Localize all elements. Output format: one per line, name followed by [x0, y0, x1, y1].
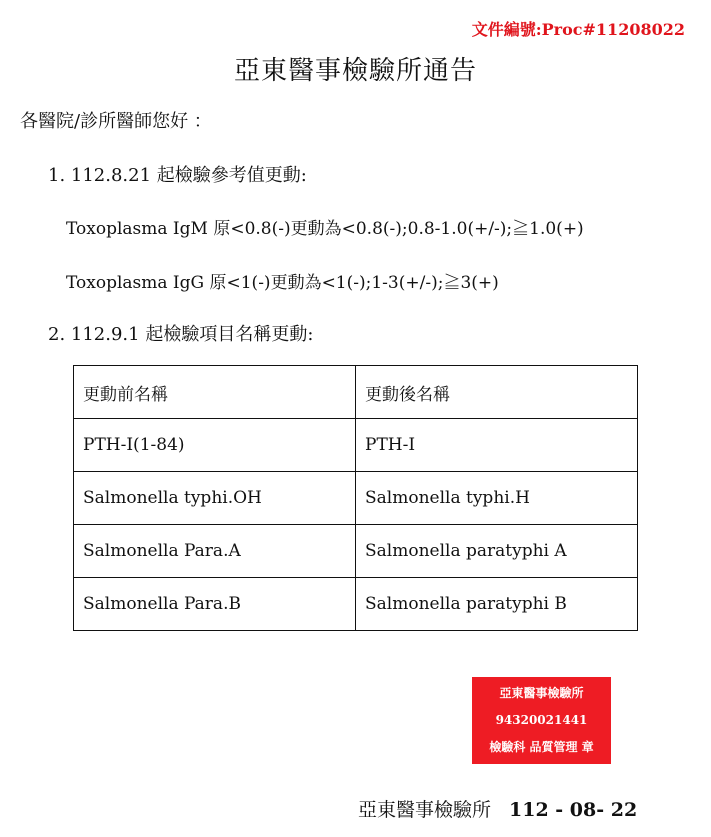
quality-management-stamp [472, 677, 611, 764]
table-row [74, 578, 638, 631]
name-change-table [73, 365, 638, 631]
stamp-number: 94320021441 [495, 713, 588, 727]
header-new-name: 更動後名稱 [356, 366, 638, 419]
footer-date: 112 - 08- 22 [509, 799, 638, 821]
reference-change-igm: Toxoplasma IgM 原<0.8(-)更動為<0.8(-);0.8-1.0(+/-);≧1.0(+) [66, 219, 584, 239]
table-row [74, 525, 638, 578]
old-name-cell: Salmonella Para.B [74, 578, 356, 631]
new-name-cell: Salmonella typhi.H [356, 472, 638, 525]
footer-lab-name: 亞東醫事檢驗所 [358, 799, 492, 821]
new-name-cell: Salmonella paratyphi B [356, 578, 638, 631]
new-name-cell: PTH-I [356, 419, 638, 472]
table-header-row [74, 366, 638, 419]
old-name-cell: PTH-I(1-84) [74, 419, 356, 472]
stamp-lab-name: 亞東醫事檢驗所 [499, 686, 584, 700]
table-row [74, 472, 638, 525]
item-1-heading: 1. 112.8.21 起檢驗參考值更動: [48, 165, 307, 186]
table-row [74, 419, 638, 472]
stamp-department: 檢驗科 品質管理 章 [489, 740, 594, 754]
notice-title: 亞東醫事檢驗所通告 [233, 56, 477, 86]
header-old-name: 更動前名稱 [74, 366, 356, 419]
footer-signature [358, 795, 637, 822]
new-name-cell: Salmonella paratyphi A [356, 525, 638, 578]
greeting: 各醫院/診所醫師您好 ： [20, 111, 212, 132]
old-name-cell: Salmonella Para.A [74, 525, 356, 578]
document-number: 文件編號:Proc#11208022 [471, 20, 685, 39]
reference-change-igg: Toxoplasma IgG 原<1(-)更動為<1(-);1-3(+/-);≧3(+) [66, 273, 499, 293]
item-2-heading: 2. 112.9.1 起檢驗項目名稱更動: [48, 324, 314, 345]
old-name-cell: Salmonella typhi.OH [74, 472, 356, 525]
